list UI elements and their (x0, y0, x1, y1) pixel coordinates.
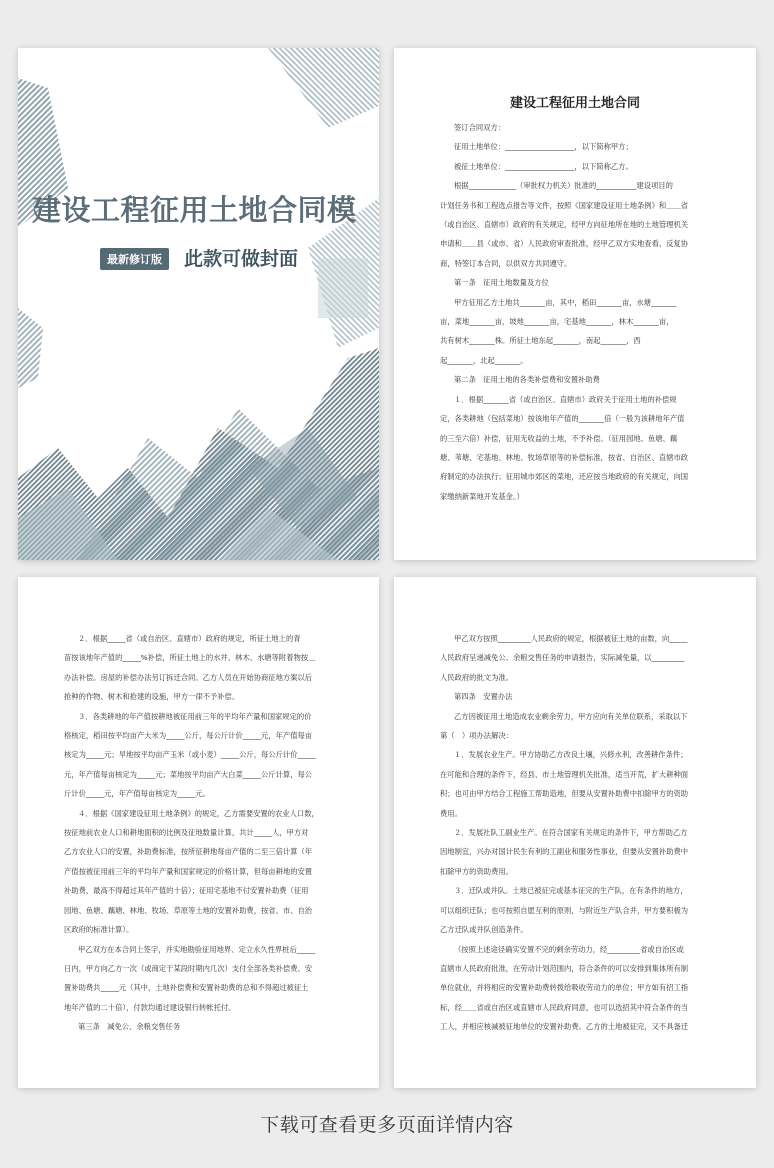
text-line: 苗按该地年产值的_____%补偿，所征土地上的水井、林木、水塘等附着物按＿ (64, 653, 316, 663)
text-line: 计划任务书和工程选点报告等文件，按照《国家建设征用土地条例》和＿＿省 (440, 200, 689, 210)
text-line: 乙方因被征用土地造成农业剩余劳力，甲方应向有关单位联系，采取以下 (454, 711, 688, 721)
text-line: 积；也可由甲方结合工程施工帮助造地，但要从安置补助费中扣除甲方的资助 (440, 789, 689, 799)
text-line: ２．发展社队工副业生产。在符合国家有关规定的条件下，甲方帮助乙方 (454, 828, 688, 838)
text-line: 元，年产值每亩核定为_____元；菜地按平均亩产大白菜_____公斤计算，每公 (64, 769, 313, 779)
page-2-body (64, 629, 337, 1037)
text-line: （按照上述途径确实安置不完的剩余劳动力，经_________省或自治区或 (454, 944, 684, 954)
text-line: 地年产值的二十倍），付款均通过建设银行转帐托付。 (64, 1002, 236, 1012)
text-line: 格核定，稻田按平均亩产大米为_____公斤，每公斤计价_____元，年产值每亩 (64, 731, 313, 741)
text-line: 的三至六倍）补偿，征用无收益的土地，不予补偿。（征用园地、鱼塘、藕 (440, 433, 678, 443)
text-line: １．根据_______省（或自治区、直辖市）政府关于征用土地的补偿规 (454, 394, 677, 404)
text-line: 产值按被征用前三年的平均年产量和国家规定的价格计算，但每亩耕地的安置 (64, 866, 313, 876)
text-line: 乙方迁队或并队创造条件。 (440, 925, 528, 935)
cover-title: 建设工程征用土地合同模 (32, 193, 357, 227)
text-line: 园地、鱼塘、藕塘、林地、牧场、草原等土地的安置补助费，按省、市、自治 (64, 905, 313, 915)
cover-page (18, 48, 379, 560)
text-line: 按征地前农业人口和耕地面积的比例及征地数量计算，共计_____人，甲方对 (64, 828, 309, 838)
download-more-link[interactable]: 下载可查看更多页面详情内容 (260, 1114, 514, 1136)
text-line: 费用。 (440, 808, 462, 818)
text-line: 甲乙双方在本合同上签字，并实地勘验征用地界、定立永久性界桩后_____ (78, 944, 316, 954)
text-line: 单位就业，并将相应的安置补助费转拨给吸收劳动力的单位；甲方如有招工指 (440, 983, 689, 993)
text-line: 签订合同双方： (454, 123, 506, 132)
text-line: 第（ ）项办法解决： (440, 731, 513, 741)
page-1-body (440, 118, 714, 506)
text-line: 被征土地单位：___________________，以下简称乙方。 (454, 161, 633, 171)
text-line: ３．迁队或并队。土地已被征完或基本征完的生产队，在有条件的地方， (454, 886, 688, 896)
text-line: 塘、苇塘、宅基地、林地、牧场草原等的补偿标准，按省、自治区、直辖市政 (440, 452, 689, 462)
text-line: 抢种的作物、树木和抢建的设施，甲方一律不予补偿。 (64, 692, 240, 702)
text-line: 家缴纳新菜地开发基金。） (440, 491, 524, 501)
contract-title: 建设工程征用土地合同 (509, 96, 640, 111)
text-line: 甲乙双方按照_________人民政府的规定，根据被征土地的亩数，向_____ (454, 634, 688, 643)
section-heading: 第二条 征用土地的各类补偿费和安置补助费 (454, 375, 600, 385)
text-line: 办法补偿。房屋的补偿办法另订拆迁合同。乙方人员在开始协商征地方案以后 (64, 672, 313, 682)
page-3-body (440, 629, 714, 1037)
text-line: 共有树木_______株。所征土地东起_______，南起_______，西 (440, 336, 641, 346)
text-line: （或自治区、直辖市）政府的有关规定，经甲方向征地所在地的土地管理机关 (440, 220, 689, 230)
text-line: 人民政府呈递减免公、余粮交售任务的申请报告，实际减免量，以_________ (440, 653, 685, 663)
text-line: 标，经＿＿省或自治区或直辖市人民政府同意，也可以选招其中符合条件的当 (440, 1002, 689, 1012)
contract-page-2 (18, 577, 379, 1088)
text-line: 甲方征用乙方土地共_______亩，其中，稻田_______亩，水塘_______ (454, 297, 677, 307)
text-line: 可以组织迁队；也可按照自愿互利的原则，与附近生产队合并，甲方要积极为 (440, 905, 689, 915)
text-line: 日内，甲方向乙方一次（或商定于某段时期内几次）支付全部各类补偿费、安 (64, 963, 313, 973)
text-line: 在可能和合理的条件下，经县、市土地管理机关批准，适当开荒，扩大耕种面 (440, 769, 689, 779)
text-line: 征用土地单位：___________________，以下简称甲方； (454, 142, 633, 152)
section-heading: 第四条 安置办法 (454, 692, 513, 702)
text-line: 置补助费共_____元（其中，土地补偿费和安置补助费的总和不得超过被征土 (64, 983, 309, 993)
text-line: 定，各类耕地（包括菜地）按该地年产值的_______倍（一般为该耕地年产值 (440, 414, 685, 424)
contract-page-3 (394, 577, 756, 1088)
text-line: 补助费，最高不得超过其年产值的十倍）；征用宅基地不付安置补助费（征用 (64, 886, 309, 896)
text-line: 申请和＿＿县（或市、省）人民政府审查批准，经甲乙双方实地查看、反复协 (440, 239, 689, 249)
text-line: 商，特签订本合同，以供双方共同遵守。 (440, 258, 572, 268)
contract-page-1 (394, 48, 756, 560)
text-line: 因地制宜，兴办对国计民生有利的工副业和服务性事业，但要从安置补助费中 (440, 847, 689, 857)
text-line: 人民政府的批文为准。 (440, 672, 513, 682)
text-line: 乙方农业人口的安置，补助费标准，按所征耕地每亩产值的二至三倍计算（年 (64, 847, 313, 857)
text-line: 根据_____________（审批权力机关）批准的___________建设项目的 (454, 181, 673, 191)
text-line: 府制定的办法执行；征用城市郊区的菜地，还应按当地政府的有关规定，向国 (440, 472, 689, 482)
text-line: ２．根据_____省（或自治区、直辖市）政府的规定，所征土地上的青 (78, 634, 301, 643)
text-line: 斤计价_____元，年产值每亩核定为_____元。 (64, 789, 210, 799)
edition-badge: 最新修订版 (100, 248, 169, 270)
text-line: 核定为_____元；旱地按平均亩产玉米（或小麦）_____公斤，每公斤计价_____ (64, 750, 316, 760)
text-line: ３．各类耕地的年产值按耕地被征用前三年的平均年产量和国家规定的价 (78, 711, 312, 721)
text-line: 起_______，北起_______。 (440, 355, 528, 365)
text-line: 亩，菜地_______亩，坡地_______亩，宅基地_______，林木_______亩， (440, 317, 674, 327)
text-line: 工人，并相应核减被征地单位的安置补助费。乙方的土地被征完，又不具备迁 (440, 1022, 689, 1032)
text-line: ４．根据《国家建设征用土地条例》的规定，乙方需要安置的农业人口数， (78, 808, 319, 818)
text-line: 直辖市人民政府批准，在劳动计划范围内，符合条件的可以安排到集体所有制 (440, 963, 689, 973)
text-line: １．发展农业生产。甲方协助乙方改良土壤，兴修水利，改善耕作条件； (454, 750, 688, 760)
section-heading: 第一条 征用土地数量及方位 (454, 278, 549, 288)
section-heading: 第三条 减免公、余粮交售任务 (78, 1022, 181, 1032)
cover-decoration (18, 48, 379, 560)
text-line: 扣除甲方的资助费用。 (440, 866, 513, 876)
text-line: 区政府的标准计算）。 (64, 925, 134, 935)
cover-subtitle: 此款可做封面 (184, 248, 299, 270)
